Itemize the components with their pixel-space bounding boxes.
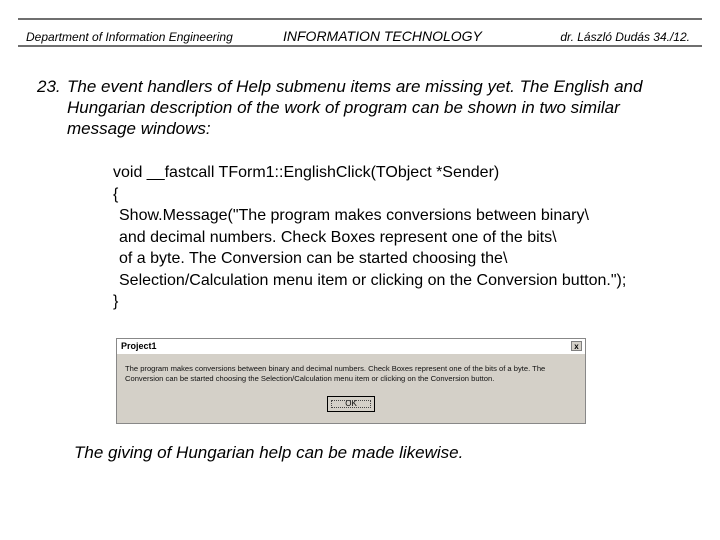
code-line: Selection/Calculation menu item or clicking on the Conversion button."); bbox=[119, 271, 627, 289]
code-line: Show.Message("The program makes conversions between binary\ bbox=[119, 207, 589, 224]
course-title: INFORMATION TECHNOLOGY bbox=[283, 28, 482, 44]
department-label: Department of Information Engineering bbox=[26, 30, 233, 44]
code-line: of a byte. The Conversion can be started choosing the\ bbox=[119, 250, 508, 267]
author-page-label: dr. László Dudás 34./12. bbox=[560, 30, 690, 44]
code-block bbox=[113, 162, 703, 313]
item-line: message windows: bbox=[67, 119, 211, 138]
code-line: void __fastcall TForm1::EnglishClick(TObject *Sender) bbox=[113, 164, 500, 181]
code-line: { bbox=[113, 185, 119, 203]
code-line: } bbox=[113, 293, 119, 310]
code-line: and decimal numbers. Check Boxes represent one of the bits\ bbox=[119, 228, 557, 246]
dialog-message-line: The program makes conversions between binary and decimal numbers. Check Boxes represent one of the bits of a byte. The bbox=[125, 364, 546, 373]
page-header bbox=[18, 18, 702, 47]
item-text bbox=[67, 76, 697, 139]
message-dialog-screenshot bbox=[116, 338, 586, 424]
dialog-title: Project1 bbox=[117, 339, 585, 354]
dialog-message bbox=[125, 364, 581, 384]
footer-note: The giving of Hungarian help can be made likewise. bbox=[74, 443, 464, 462]
item-line: The event handlers of Help submenu items are missing yet. The English and bbox=[67, 77, 643, 96]
item-number: 23. bbox=[37, 77, 61, 96]
dialog-message-line: Conversion can be started choosing the Selection/Calculation menu item or clicking on the Conversion button. bbox=[125, 374, 495, 383]
item-line: Hungarian description of the work of program can be shown in two similar bbox=[67, 98, 620, 117]
ok-button[interactable]: OK bbox=[327, 396, 375, 412]
close-icon[interactable]: x bbox=[571, 341, 582, 351]
